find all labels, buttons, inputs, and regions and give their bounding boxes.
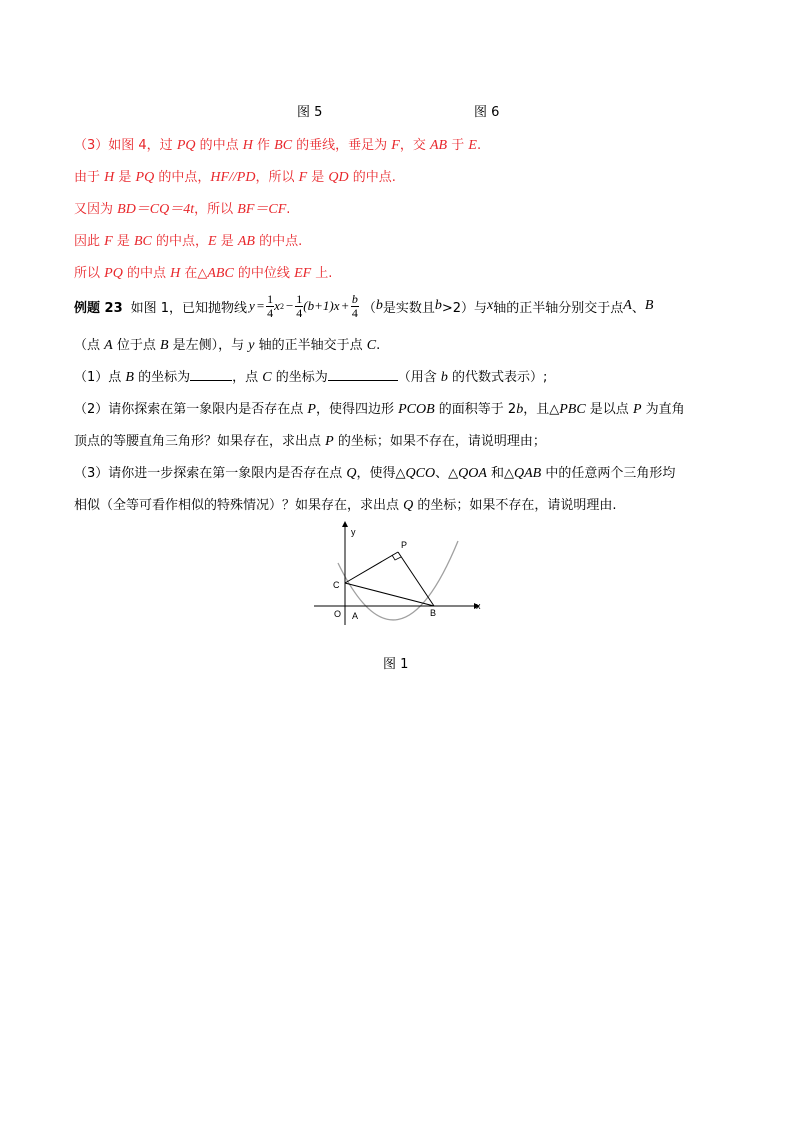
problem-label: 例题 23	[74, 300, 123, 316]
figure-6-caption: 图 6	[474, 105, 500, 120]
solution-line-1: （3）如图 4，过 PQ 的中点 H 作 BC 的垂线，垂足为 F，交 AB 于 E.	[74, 138, 482, 153]
problem-line-2: （点 A 位于点 B 是左侧），与 y 轴的正半轴交于点 C.	[74, 338, 381, 353]
label-o: O	[334, 609, 342, 619]
question-1: （1）点 B 的坐标为 ，点 C 的坐标为 （用含 b 的代数式表示）;	[74, 370, 548, 385]
question-2-line-1: （2）请你探索在第一象限内是否存在点 P，使得四边形 PCOB 的面积等于 2b，且△PBC 是以点 P 为直角	[74, 402, 685, 417]
parabola-formula: y = $\frac{1}{4}$ x 2 − $\frac{1}{4}$ (b+1)x + $\frac{b}{4}$	[249, 291, 358, 320]
solution-line-4: 因此 F 是 BC 的中点，E 是 AB 的中点.	[74, 234, 303, 249]
label-x: x	[476, 601, 481, 611]
segment-cp	[345, 552, 398, 583]
figure-1-caption: 图 1	[383, 657, 409, 672]
solution-line-5: 所以 PQ 的中点 H 在△ABC 的中位线 EF 上.	[74, 266, 333, 281]
label-y: y	[351, 527, 356, 537]
y-axis-arrow-icon	[342, 521, 348, 527]
solution-line-2: 由于 H 是 PQ 的中点，HF//PD，所以 F 是 QD 的中点.	[74, 170, 396, 185]
figure-5-caption: 图 5	[297, 105, 323, 120]
question-3-line-1: （3）请你进一步探索在第一象限内是否存在点 Q，使得△QCO、△QOA 和△QAB 中的任意两个三角形均	[74, 466, 676, 481]
problem-intro: 例题 23 如图 1，已知抛物线 y = $\frac{1}{4}$ x 2 − $\frac{1}{4}$ (b+1)x + $\frac{b}{4}$ （ b 是实数且 b >2）与 x 轴的正半轴分别交于点 A 、 B	[74, 291, 654, 320]
right-angle-mark	[392, 555, 401, 560]
label-c: C	[333, 580, 340, 590]
solution-line-3: 又因为 BD＝CQ＝4t，所以 BF＝CF.	[74, 202, 291, 217]
label-a: A	[352, 611, 359, 621]
question-3-line-2: 相似（全等可看作相似的特殊情况）？如果存在，求出点 Q 的坐标；如果不存在，请说明理由.	[74, 498, 617, 513]
label-b: B	[430, 608, 437, 618]
label-p: P	[401, 540, 408, 550]
question-2-line-2: 顶点的等腰直角三角形？如果存在，求出点 P 的坐标；如果不存在，请说明理由；	[74, 434, 546, 449]
answer-blank-b[interactable]	[190, 368, 232, 381]
figure-1-diagram	[300, 515, 490, 645]
answer-blank-c[interactable]	[328, 368, 398, 381]
